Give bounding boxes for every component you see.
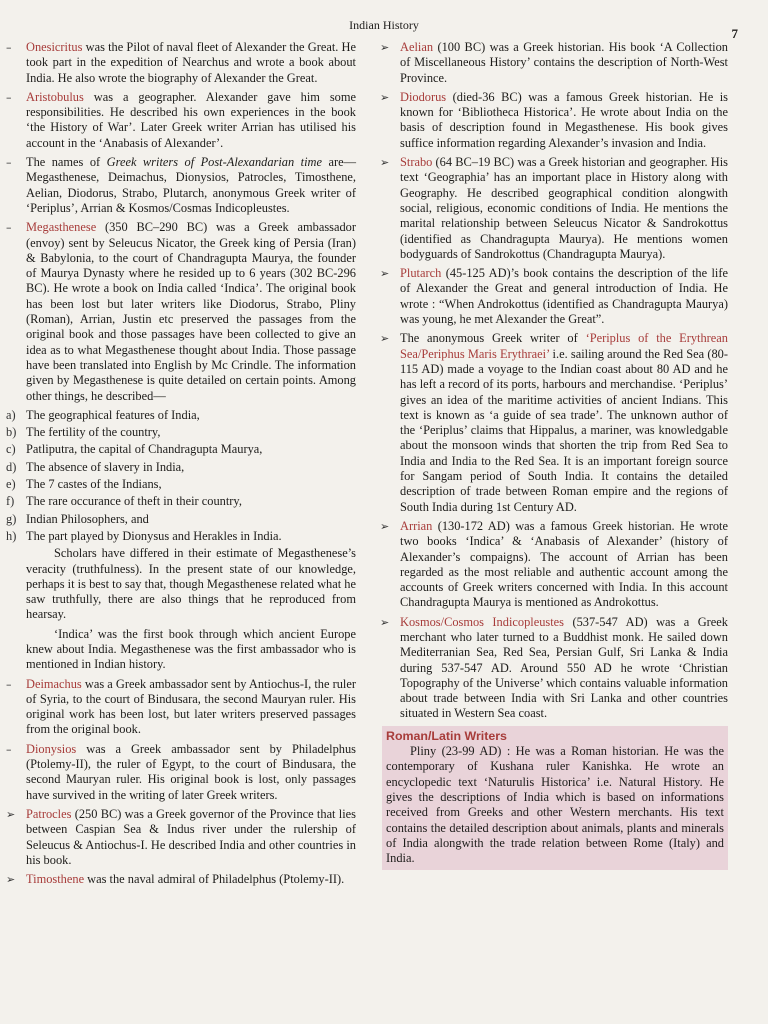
entry-strabo — [380, 155, 728, 262]
roman-writers-box — [382, 726, 728, 871]
box-body: Pliny (23-99 AD) : He was a Roman historian. He was the contemporary of Kushana ruler Kanishka. He wrote an encyclopedic text ‘Naturulis Historica’ i.e. Natural History. He gives the descriptions of India which is based on informations received from Greeks and other Western merchants. His text contains the detailed description about animals, plants and minerals of India alongwith the trade relation between Rome (Italy) and India. — [386, 744, 724, 866]
bullet-arrow: ➢ — [6, 873, 16, 887]
entry-text: (100 BC) was a Greek historian. His book ‘A Collection of Miscellaneous History’ contains the description of North-West Province. — [400, 40, 728, 85]
entry-name: Dionysios — [26, 741, 77, 756]
list-marker: a) — [6, 407, 16, 422]
entry-megasthenese — [6, 220, 356, 404]
entry-text: (died-36 BC) was a famous Greek historian. He is known for ‘Bibliotheca Historica’. He wrote about India on the basis of description found in Megasthenese. His book gives suffice information regarding Alexander’s invasion and India. — [400, 89, 728, 150]
list-text: The geographical features of India, — [26, 407, 200, 422]
entry-plutarch — [380, 266, 728, 327]
bullet-dash: – — [6, 677, 12, 691]
entry-text: was the Pilot of naval fleet of Alexander the Great. He took part in the expedition of Nearchus and wrote a book about India. He also wrote the biography of Alexander the Great. — [26, 40, 356, 85]
paragraph-indica: ‘Indica’ was the first book through which ancient Europe knew about India. Megasthenese was the first ambassador who is mentioned in Indian history. — [26, 626, 356, 672]
entry-onesicritus — [6, 40, 356, 86]
entry-diodorus — [380, 90, 728, 151]
bullet-arrow: ➢ — [380, 267, 390, 281]
entry-name: ‘Periplus of the Erythrean Sea/Periphus Maris Erythraei’ — [400, 331, 729, 361]
bullet-dash: – — [6, 221, 12, 235]
entry-name: Aelian — [400, 40, 434, 54]
entry-periplus — [380, 331, 728, 515]
list-item — [6, 477, 356, 492]
bullet-arrow: ➢ — [380, 156, 390, 170]
entry-deimachus — [6, 677, 356, 738]
list-text: The rare occurance of theft in their country, — [26, 494, 242, 509]
list-text: The part played by Dionysus and Herakles in India. — [26, 528, 282, 543]
list-item — [6, 442, 356, 457]
list-item — [6, 529, 356, 544]
bullet-dash: – — [6, 90, 12, 104]
list-item — [6, 494, 356, 509]
list-item — [6, 425, 356, 440]
list-text: The 7 castes of the Indians, — [26, 477, 162, 492]
entry-text: was a geographer. Alexander gave him some responsibilities. He described his own experiences in the book ‘the History of War’. Later Greek writer Arrian has utilised his account in the ‘Anabasis of Alexander’. — [26, 89, 356, 150]
entry-name: Onesicritus — [26, 40, 83, 54]
entry-text: (537-547 AD) was a Greek merchant who later turned to a Buddhist monk. He sailed down Mediterranian Sea, Red Sea, Persian Gulf, Sri Lanka & India during 537-547 AD. Around 550 AD he wrote ‘Christian Topography of the Universe’ which contains valuable information about trade between India with Sri Lanka and other countries situated in Western Sea coast. — [400, 614, 728, 721]
bullet-arrow: ➢ — [380, 90, 390, 104]
list-item — [6, 408, 356, 423]
bullet-arrow: ➢ — [380, 41, 390, 54]
running-title: Indian History — [349, 18, 419, 32]
entry-aelian — [380, 40, 728, 86]
entry-text: (130-172 AD) was a famous Greek historian. He wrote two books ‘Indica’ & ‘Anabasis of Alexander’ (history of Alexander’s compaigns). The account of Arrian has been regarded as the most reliable and authentic account among the accounts of Greek writers concerned with India. In this account Chandragupta Maurya is mentioned as Androkottus. — [400, 518, 728, 610]
list-marker: c) — [6, 442, 16, 457]
list-item — [6, 460, 356, 475]
entry-name: Strabo — [400, 155, 433, 170]
entry-dionysios — [6, 742, 356, 803]
entry-text: (45-125 AD)’s book contains the description of the life of Alexander the Great and general introduction of India. He wrote : “When Androkottus (identified as Chandragupta Maurya) was young, he met Alexander the Great”. — [400, 266, 728, 327]
list-marker: e) — [6, 477, 16, 492]
entry-name: Plutarch — [400, 266, 442, 281]
entry-text: The names of — [26, 155, 107, 170]
list-marker: b) — [6, 425, 17, 440]
bullet-arrow: ➢ — [6, 807, 16, 821]
entry-text: i.e. sailing around the Red Sea (80-115 AD) made a voyage to the Indian coast about 80 AD and he has left a record of its ports, harbours and merchandise. ‘Periplus’ gives an idea of the maritime activities of ancient Indians. This text is known as ‘a guide of sea trade’. The unknown author of the ‘Periplus’ claims that Hippalus, a mariner, was knowledgable about the monsoon winds that shorten the trip from Red Sea to India and India to the Red Sea. It is an important foreign source for Sangam period of South India. It contains the detailed description of trade between Roman empire and the regions of South India during 1st Century AD. — [400, 346, 728, 514]
entry-text: (64 BC–19 BC) was a Greek historian and geographer. His text ‘Geographia’ has an important place in History along with Geography. He described geographical condition alongwith social, religious, economic conditions of India. He mentions the marital relationship between Seleucus Nicator & Sandrokottus (identified as Chandragupta Maurya). He mentions women bodyguards of Sandrokottus (Chandragupta Maurya). — [400, 155, 728, 261]
entry-name: Kosmos/Cosmos Indicopleustes — [400, 614, 565, 629]
box-title: Roman/Latin Writers — [386, 728, 507, 743]
bullet-dash: – — [6, 156, 12, 170]
entry-name: Aristobulus — [26, 89, 84, 104]
entry-patrocles — [6, 807, 356, 868]
entry-text: was a Greek ambassador sent by Philadelphus (Ptolemy-II), the ruler of Egypt, to the court of Bindusara, the second Mauryan ruler. His original book is lost, only passages have survived in the writing of later Greek writers. — [26, 741, 356, 802]
bullet-dash: – — [6, 742, 12, 756]
entry-italic: Greek writers of Post-Alexandarian time — [106, 155, 322, 170]
paragraph-veracity: Scholars have differed in their estimate of Megasthenese’s veracity (truthfulness). In the present state of our knowledge, perhaps it is best to say that, though Megasthenese related what he saw truthfully, there are also things that he reproduced from hearsay. — [26, 546, 356, 622]
bullet-arrow: ➢ — [380, 332, 390, 346]
bullet-dash: – — [6, 41, 12, 54]
entry-name: Arrian — [400, 518, 433, 533]
list-text: Patliputra, the capital of Chandragupta Maurya, — [26, 442, 263, 457]
list-marker: f) — [6, 494, 15, 509]
right-column — [380, 40, 728, 870]
page-number: 7 — [731, 26, 738, 41]
list-marker: g) — [6, 511, 17, 526]
entry-name: Megasthenese — [26, 220, 97, 235]
list-text: The absence of slavery in India, — [26, 459, 185, 474]
entry-text: (250 BC) was a Greek governor of the Province that lies between Caspian Sea & Indus river under the rulership of Seleucus & Antiochus-I. He described India and other countries in his book. — [26, 806, 356, 867]
entry-text: was a Greek ambassador sent by Antiochus-I, the ruler of Syria, to the court of Bindusara, the second Mauryan ruler. His original work has been lost, but later writers preserved passages from the original book. — [26, 676, 356, 737]
entry-text: was the naval admiral of Philadelphus (Ptolemy-II). — [84, 872, 345, 887]
entry-text: The anonymous Greek writer of — [400, 331, 586, 346]
entry-aristobulus — [6, 90, 356, 151]
entry-name: Deimachus — [26, 676, 82, 691]
entry-text: (350 BC–290 BC) was a Greek ambassador (envoy) sent by Seleucus Nicator, the Greek king of Persia (Iran) & Babylonia, to the court of Chandragupta Maurya, the founder of Maurya Dynasty where he resided up to 6 years (302 BC-296 BC). He wrote a book on India called ‘Indica’. The original book has been lost but later writers like Diodorus, Strabo, Pliny (Roman), Arrian, Justin etc preserved the passages from the original book and those passages have been collected to give an idea as to what Megasthenese thought about India. Those passage have been translated into English by Mc Crindle. The information given by Megasthenese is quite detailed on certain points. Among other things, he described— — [26, 220, 356, 403]
entry-name: Patrocles — [26, 806, 72, 821]
entry-kosmos — [380, 615, 728, 722]
list-marker: d) — [6, 459, 17, 474]
entry-arrian — [380, 519, 728, 611]
left-column — [6, 40, 356, 891]
page-header — [0, 16, 768, 41]
list-text: The fertility of the country, — [26, 425, 161, 440]
list-text: Indian Philosophers, and — [26, 511, 149, 526]
list-item — [6, 512, 356, 527]
entry-names — [6, 155, 356, 216]
list-marker: h) — [6, 528, 17, 543]
entry-timosthene — [6, 872, 356, 887]
entry-name: Diodorus — [400, 89, 447, 104]
entry-text: are—Megasthenese, Deimachus, Dionysios, Patrocles, Timosthene, Aelian, Diodorus, Strabo, Plutarch, anonymous Greek writer of ‘Periplus’, Arrian & Kosmos/Cosmas Indicopleustes. — [26, 155, 356, 215]
bullet-arrow: ➢ — [380, 519, 390, 533]
bullet-arrow: ➢ — [380, 615, 390, 629]
entry-name: Timosthene — [26, 872, 85, 887]
